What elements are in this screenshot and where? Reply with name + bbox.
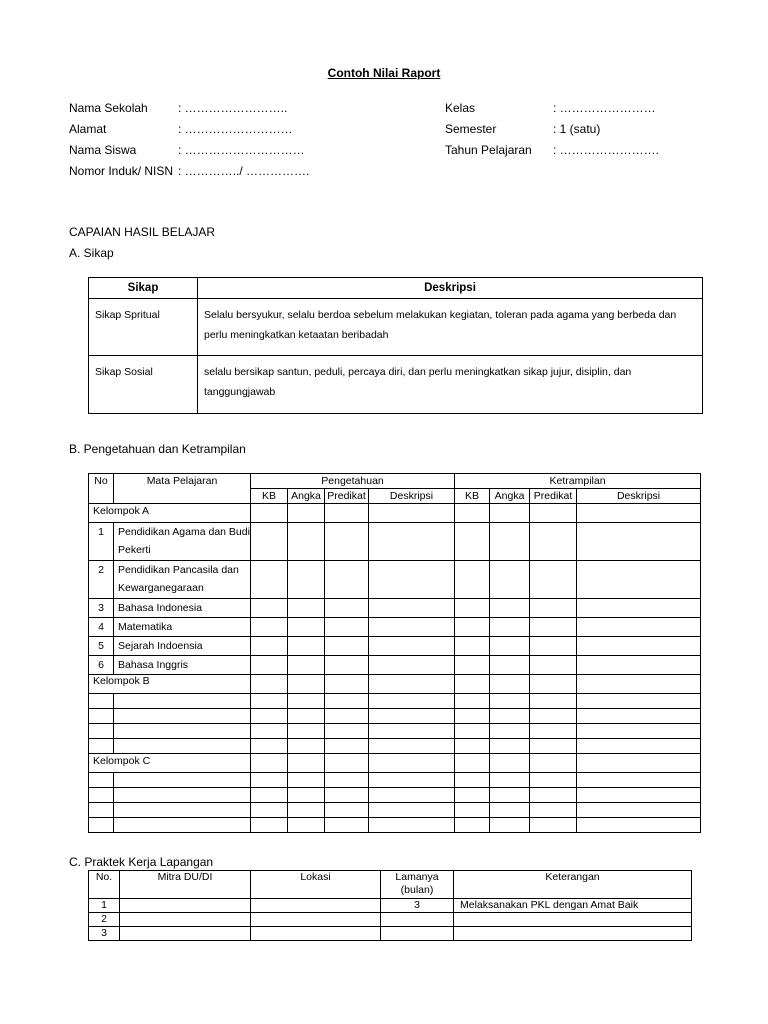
subject-no: 5 [89, 637, 114, 656]
pkl-no: 2 [89, 913, 120, 927]
school-name-value: : …………………….. [178, 101, 288, 115]
group-b-label: Kelompok B [89, 675, 251, 694]
pkl-keterangan [454, 927, 692, 941]
pkl-header-mitra: Mitra DU/DI [120, 871, 251, 899]
subject-no: 2 [89, 561, 114, 599]
pk-header-mapel: Mata Pelajaran [114, 474, 251, 504]
nisn-label: Nomor Induk/ NISN [69, 164, 174, 178]
school-year-value: : ……………………. [553, 143, 660, 157]
school-year-label: Tahun Pelajaran [445, 143, 532, 157]
pkl-header-keterangan: Keterangan [454, 871, 692, 899]
pkl-mitra [120, 927, 251, 941]
identity-left [69, 98, 429, 182]
pkl-lamanya [381, 927, 454, 941]
sikap-desc-cell: selalu bersikap santun, peduli, percaya diri, dan perlu meningkatkan sikap jujur, disiplin, dan tanggungjawab [198, 356, 703, 414]
pkl-header-row [89, 871, 692, 899]
pk-header-deskripsi: Deskripsi [369, 489, 455, 504]
identity-row-school [69, 98, 429, 119]
identity-row-semester [445, 119, 705, 140]
sikap-header-deskripsi: Deskripsi [198, 278, 703, 299]
sikap-row [89, 299, 703, 356]
identity-right [445, 98, 705, 161]
pkl-no: 3 [89, 927, 120, 941]
empty-row [89, 818, 701, 833]
pkl-header-lamanya: Lamanya (bulan) [381, 871, 454, 899]
subject-row [89, 656, 701, 675]
subject-no: 4 [89, 618, 114, 637]
empty-row [89, 739, 701, 754]
main-heading: CAPAIAN HASIL BELAJAR [69, 225, 216, 239]
identity-row-address [69, 119, 429, 140]
identity-row-class [445, 98, 705, 119]
semester-value: : 1 (satu) [553, 122, 601, 136]
pkl-table [88, 870, 692, 941]
subject-name: Bahasa Inggris [114, 656, 251, 675]
subject-no: 1 [89, 523, 114, 561]
empty-row [89, 788, 701, 803]
subject-name: Matematika [114, 618, 251, 637]
pkl-lokasi [251, 927, 381, 941]
sikap-table [88, 277, 703, 414]
pk-header-pengetahuan: Pengetahuan [251, 474, 455, 489]
document-title: Contoh Nilai Raport [327, 66, 441, 80]
student-name-label: Nama Siswa [69, 143, 137, 157]
empty-row [89, 724, 701, 739]
semester-label: Semester [445, 122, 497, 136]
school-name-label: Nama Sekolah [69, 101, 148, 115]
pk-header-no: No [89, 474, 114, 504]
pk-header-ketrampilan: Ketrampilan [455, 474, 701, 489]
pk-header-deskripsi: Deskripsi [577, 489, 701, 504]
pkl-lokasi [251, 899, 381, 913]
subject-name: Sejarah Indoensia [114, 637, 251, 656]
pkl-no: 1 [89, 899, 120, 913]
subject-row [89, 618, 701, 637]
pkl-keterangan: Melaksanakan PKL dengan Amat Baik [454, 899, 692, 913]
class-label: Kelas [445, 101, 476, 115]
section-a-heading: A. Sikap [69, 246, 114, 260]
address-label: Alamat [69, 122, 107, 136]
identity-row-student [69, 140, 429, 161]
pk-header-kb: KB [455, 489, 490, 504]
sikap-name-cell: Sikap Sosial [89, 356, 198, 414]
subject-row [89, 637, 701, 656]
pkl-lamanya: 3 [381, 899, 454, 913]
sikap-name-cell: Sikap Spritual [89, 299, 198, 356]
sikap-desc-cell: Selalu bersyukur, selalu berdoa sebelum melakukan kegiatan, toleran pada agama yang berbeda dan perlu meningkatkan ketaatan beribadah [198, 299, 703, 356]
section-b-heading: B. Pengetahuan dan Ketrampilan [69, 442, 246, 456]
address-value: : ……………………… [178, 122, 293, 136]
subject-row [89, 599, 701, 618]
pkl-mitra [120, 913, 251, 927]
student-name-value: : ………………………… [178, 143, 305, 157]
group-b-row [89, 675, 701, 694]
sikap-row [89, 356, 703, 414]
empty-row [89, 709, 701, 724]
subject-name: Pendidikan Agama dan Budi Pekerti [114, 523, 251, 561]
pkl-header-lokasi: Lokasi [251, 871, 381, 899]
section-c-heading: C. Praktek Kerja Lapangan [69, 855, 214, 869]
pkl-row [89, 899, 692, 913]
group-a-row [89, 504, 701, 523]
group-c-label: Kelompok C [89, 754, 251, 773]
identity-row-nisn [69, 161, 429, 182]
pk-header-kb: KB [251, 489, 288, 504]
pkl-lamanya [381, 913, 454, 927]
pk-header-predikat: Predikat [530, 489, 577, 504]
subject-row [89, 561, 701, 599]
pk-header-angka: Angka [288, 489, 325, 504]
subject-row [89, 523, 701, 561]
subject-name: Pendidikan Pancasila dan Kewarganegaraan [114, 561, 251, 599]
group-c-row [89, 754, 701, 773]
sikap-header-sikap: Sikap [89, 278, 198, 299]
pk-header-angka: Angka [490, 489, 530, 504]
identity-row-year [445, 140, 705, 161]
class-value: : …………………… [553, 101, 656, 115]
pkl-header-no: No. [89, 871, 120, 899]
subject-no: 6 [89, 656, 114, 675]
pkl-mitra [120, 899, 251, 913]
subject-no: 3 [89, 599, 114, 618]
pkl-row [89, 913, 692, 927]
sikap-header-row [89, 278, 703, 299]
empty-row [89, 803, 701, 818]
pk-header-predikat: Predikat [325, 489, 369, 504]
group-a-label: Kelompok A [89, 504, 251, 523]
subject-name: Bahasa Indonesia [114, 599, 251, 618]
nisn-value: : …………../ ……………. [178, 164, 310, 178]
empty-row [89, 694, 701, 709]
pk-header-row-1 [89, 474, 701, 489]
pkl-row [89, 927, 692, 941]
pkl-keterangan [454, 913, 692, 927]
empty-row [89, 773, 701, 788]
pkl-lokasi [251, 913, 381, 927]
pengetahuan-ketrampilan-table [88, 473, 701, 833]
